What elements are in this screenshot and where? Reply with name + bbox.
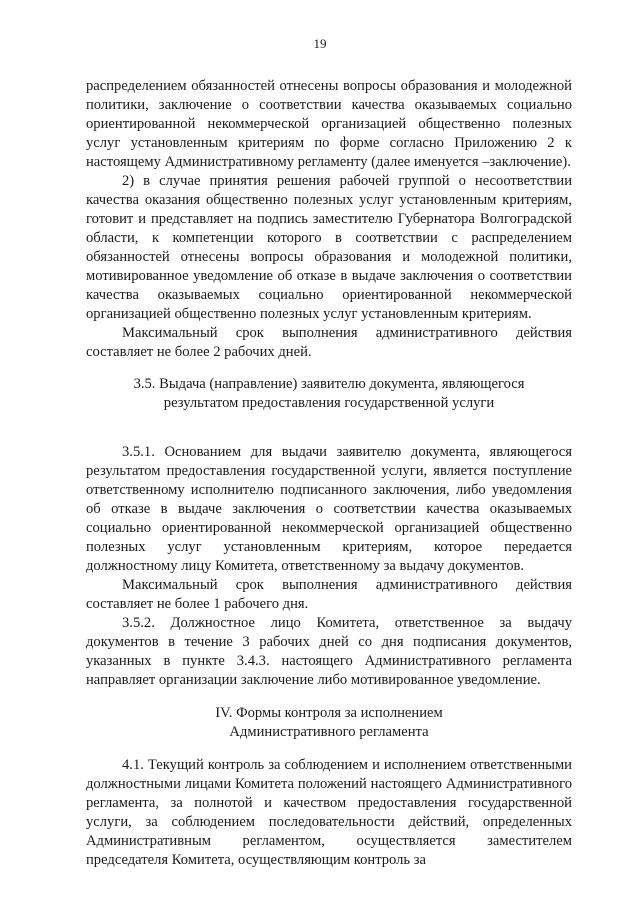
paragraph-max-term-2: Максимальный срок выполнения административного действия составляет не более 1 рабочего дня. xyxy=(86,577,572,612)
section-heading-3-5: 3.5. Выдача (направление) заявителю документа, являющегося результатом предоставления государственной услуги xyxy=(133,376,525,411)
paragraph-max-term-1: Максимальный срок выполнения административного действия составляет не более 2 рабочих дней. xyxy=(86,325,572,360)
section-heading-iv-line-1: IV. Формы контроля за исполнением xyxy=(215,705,443,721)
paragraph-continuation: распределением обязанностей отнесены вопросы образования и молодежной политики, заключение о соответствии качества оказываемых социально ориентированной некоммерческой организацией общественно полезных услуг установленным критериям по форме согласно Приложению 2 к настоящему Административному регламенту (далее именуется –заключение). xyxy=(86,78,572,170)
paragraph-4-1: 4.1. Текущий контроль за соблюдением и исполнением ответственными должностными лицами Комитета положений настоящего Административного регламента, за полнотой и качеством предоставления государственной услуги, за соблюдением последовательности действий, определенных Административным регламентом, осуществляется заместителем председателя Комитета, осуществляющим контроль за xyxy=(86,757,572,868)
paragraph-item-2: 2) в случае принятия решения рабочей группой о несоответствии качества оказания общественно полезных услуг установленным критериям, готовит и представляет на подпись заместителю Губернатора Волгоградской области, к компетенции которого в соответствии с распределением обязанностей отнесены вопросы образования и молодежной политики, мотивированное уведомление об отказе в выдаче заключения о соответствии качества оказываемых социально ориентированной некоммерческой организацией общественно полезных услуг установленным критериям. xyxy=(86,173,572,322)
paragraph-3-5-1: 3.5.1. Основанием для выдачи заявителю документа, являющегося результатом предоставления государственной услуги, является поступление ответственному исполнителю подписанного заключения, либо уведомления об отказе в выдаче заключения о соответствии качества оказываемых социально ориентированной некоммерческой организацией общественно полезных услуг установленным критериям, которое передается должностному лицу Комитета, ответственному за выдачу документов. xyxy=(86,444,572,574)
document-body xyxy=(86,77,572,870)
page-number: 19 xyxy=(313,36,327,51)
paragraph-3-5-2: 3.5.2. Должностное лицо Комитета, ответственное за выдачу документов в течение 3 рабочих дней со дня подписания документов, указанных в пункте 3.4.3. настоящего Административного регламента направляет организации заключение либо мотивированное уведомление. xyxy=(86,615,572,688)
section-heading-iv-line-2: Административного регламента xyxy=(229,724,429,740)
